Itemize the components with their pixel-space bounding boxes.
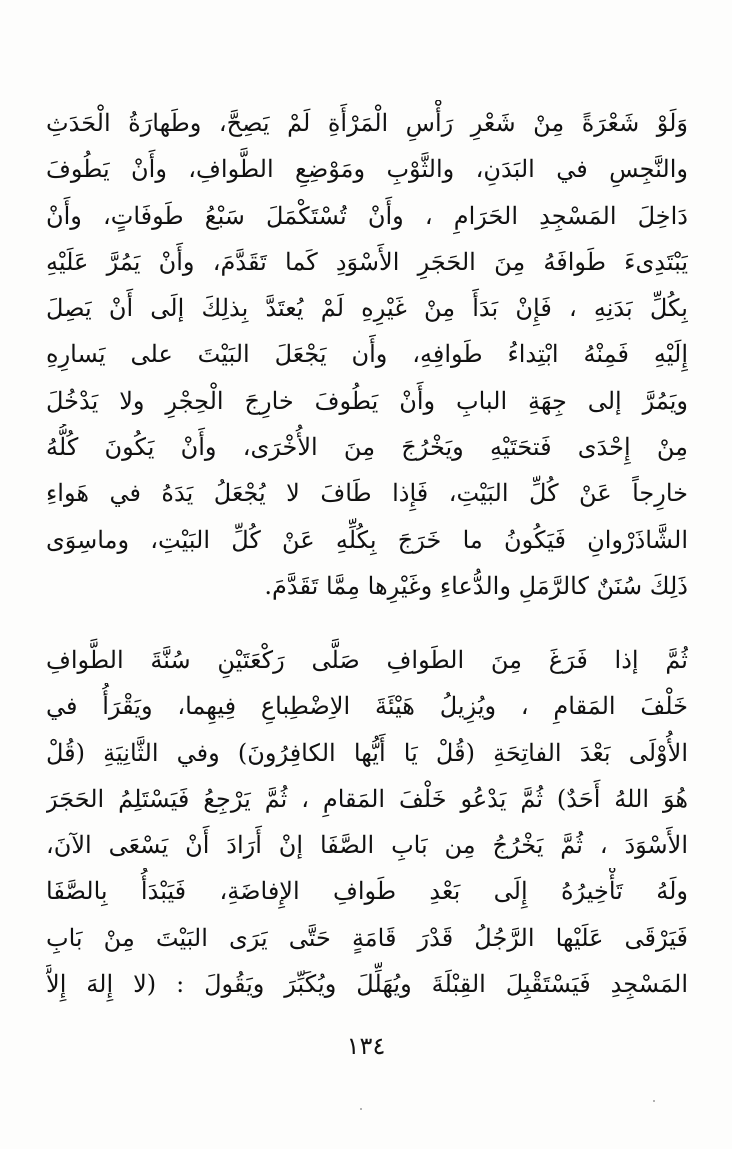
text-line: ويَمُرَّ إلى جِهَةِ البابِ وأَنْ يَطُوفَ خارِجَ الْحِجْرِ ولا يَدْخُلَ xyxy=(46,386,688,415)
text-line: مِنْ إِحْدَى فَتحَتَيْهِ ويَخْرُجَ مِنَ الأُخْرَى، وأَنْ يَكُونَ كُلُّهُ xyxy=(46,433,688,462)
text-line: الأُوْلَى بَعْدَ الفاتِحَةِ (قُلْ يَا أَيُّها الكافِرُونَ) وفي الثَّانِيَةِ (قُلْ xyxy=(46,738,688,767)
page-number: ١٣٤ xyxy=(346,1032,386,1060)
text-line: هُوَ اللهُ أَحَدٌ) ثُمَّ يَدْعُو خَلْفَ المَقامِ ، ثُمَّ يَرْجِعُ فَيَسْتَلِمُ الحَجَرَ xyxy=(46,784,688,813)
text-line: إِلَيْهِ فَمِنْهُ ابْتِداءُ طَوافِهِ، وأَن يَجْعَلَ البَيْتَ على يَسارِهِ xyxy=(46,340,688,369)
text-line: خَلْفَ المَقامِ ، ويُزِيلُ هَيْئَةَ الاِضْطِباعِ فِيهِما، ويَقْرَأُ في xyxy=(46,692,688,721)
text-line: يَبْتَدِىءَ طَوافَهُ مِنَ الحَجَرِ الأَسْوَدِ كَما تَقَدَّمَ، وأَنْ يَمُرَّ عَلَيْهِ xyxy=(46,247,688,276)
text-line: وَلَوْ شَعْرَةً مِنْ شَعْرِ رَأْسِ الْمَرْأَةِ لَمْ يَصِحَّ، وطَهارَةُ الْحَدَثِ xyxy=(46,109,688,137)
text-line: خارِجاً عَنْ كُلِّ البَيْتِ، فَإِذا طَافَ لا يُجْعَلُ يَدَهُ في هَواءِ xyxy=(46,479,688,508)
text-line-last: ذَلِكَ سُنَنٌ كالرَّمَلِ والدُّعاءِ وغَيْرِها مِمَّا تَقَدَّمَ. xyxy=(264,571,688,600)
scan-speck xyxy=(360,1108,362,1110)
text-line: ثُمَّ إذا فَرَغَ مِنَ الطَوافِ صَلَّى رَكْعَتَيْنِ سُنَّةَ الطَّوافِ xyxy=(46,646,688,674)
paragraph-1 xyxy=(46,100,688,609)
text-line: الشَّاذَرْوانِ فَيَكُونُ ما خَرَجَ بِكُلِّهِ عَنْ كُلِّ البَيْتِ، وماسِوَى xyxy=(46,525,688,554)
scan-speck xyxy=(653,1100,655,1102)
text-line: فَيَرْقَى عَلَيْها الرَّجُلُ قَدْرَ قَامَةٍ حَتَّى يَرَى البَيْتَ مِنْ بَابِ xyxy=(46,923,688,952)
text-line: والنَّجِسِ في البَدَنِ، والثَّوْبِ ومَوْضِعِ الطَّوافِ، وأَنْ يَطُوفَ xyxy=(46,155,688,184)
text-line: ولَهُ تَأْخِيرُهُ إِلَى بَعْدِ طَوافِ الإِفاضَةِ، فَيَبْدَأُ بِالصَّفَا xyxy=(46,877,688,906)
text-line: بِكُلِّ بَدَنِهِ ، فَإِنْ بَدَأَ مِنْ غَيْرِهِ لَمْ يُعتَدَّ بِذلِكَ إلَى أَنْ يَصِلَ xyxy=(46,294,688,323)
text-line: الأَسْوَدَ ، ثُمَّ يَخْرُجُ مِن بَابِ الصَّفَا إنْ أَرَادَ أَنْ يَسْعَى الآنَ، xyxy=(46,831,688,860)
text-line: المَسْجِدِ فَيَسْتَقْبِلَ القِبْلَةَ ويُهَلِّلَ ويُكَبِّرَ ويَقُولَ : (لا إِلهَ إِلاَّ xyxy=(46,970,688,999)
paragraph-2 xyxy=(46,637,688,1007)
text-line: دَاخِلَ المَسْجِدِ الحَرَامِ ، وأَنْ تُسْتَكْمَلَ سَبْعُ طَوفَاتٍ، وأَنْ xyxy=(46,201,688,230)
